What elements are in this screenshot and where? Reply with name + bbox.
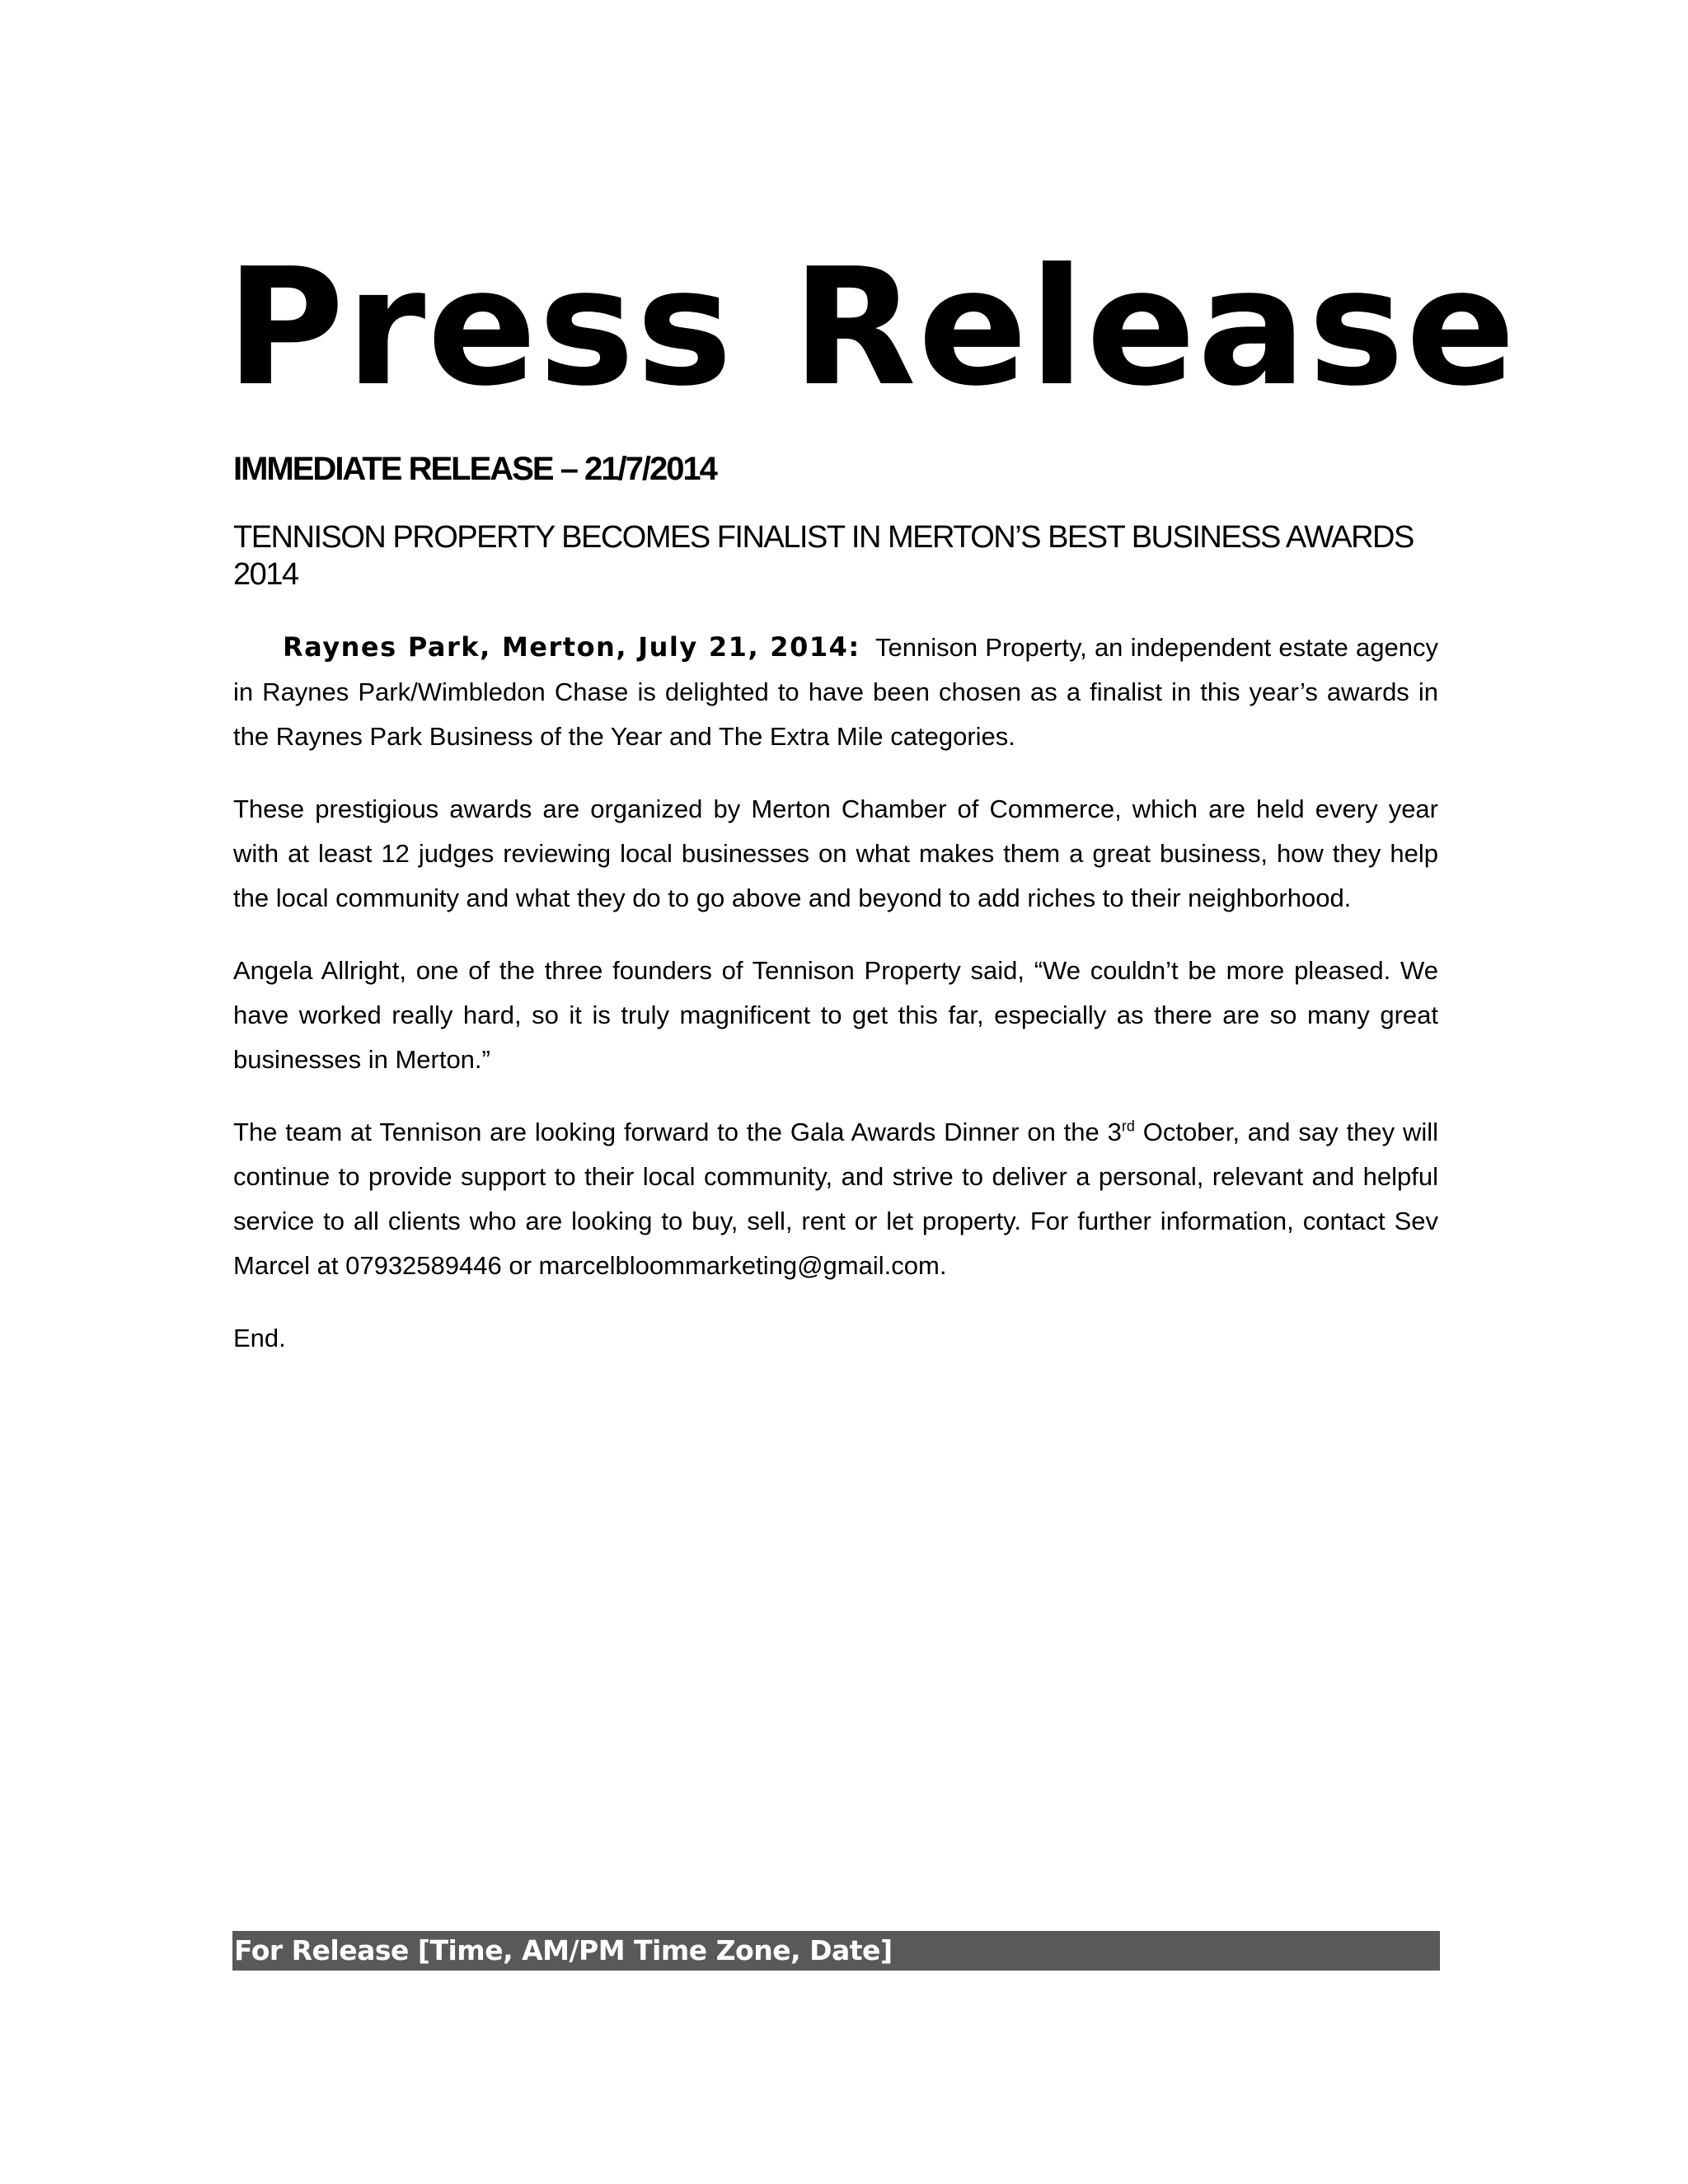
paragraph-2: These prestigious awards are organized by Merton Chamber of Commerce, which are held every year with at least 12 judges reviewing local businesses on what makes them a great business, how they help the local community and what they do to go above and beyond to add riches to their neighborhood. (233, 794, 1438, 912)
paragraph-4 (233, 1110, 1438, 1288)
headline: TENNISON PROPERTY BECOMES FINALIST IN MERTON’S BEST BUSINESS AWARDS 2014 (233, 520, 1414, 592)
paragraph-4-start: The team at Tennison are looking forward to the Gala Awards Dinner on the 3 (233, 1118, 1122, 1146)
release-date-line: IMMEDIATE RELEASE – 21/7/2014 (233, 451, 716, 487)
footer-release-text: For Release [Time, AM/PM Time Zone, Date] (234, 1934, 893, 1966)
body-text (233, 625, 1438, 1389)
paragraph-1 (233, 625, 1438, 759)
page-title: Press Release (226, 234, 1517, 422)
footer-bar (232, 1931, 1440, 1971)
paragraph-1-text: Tennison Property, an independent estate agency in Raynes Park/Wimbledon Chase is delighted to have been chosen as a finalist in this year’s awards in the Raynes Park Business of the Year and The Extra Mile categories. (233, 633, 1439, 751)
dateline: Raynes Park, Merton, July 21, 2014: (283, 631, 860, 663)
ordinal-superscript: rd (1121, 1118, 1135, 1135)
paragraph-3: Angela Allright, one of the three founders of Tennison Property said, “We couldn’t be more pleased. We have worked really hard, so it is truly magnificent to get this far, especially as there are so many great businesses in Merton.” (233, 956, 1438, 1074)
end-marker: End. (233, 1324, 286, 1352)
paragraph-4-end: October, and say they will continue to provide support to their local community, and strive to deliver a personal, relevant and helpful service to all clients who are looking to buy, sell, rent or let property. For further information, contact Sev Marcel at 07932589446 or marcelbloommarketing@gmail.com. (233, 1118, 1439, 1280)
